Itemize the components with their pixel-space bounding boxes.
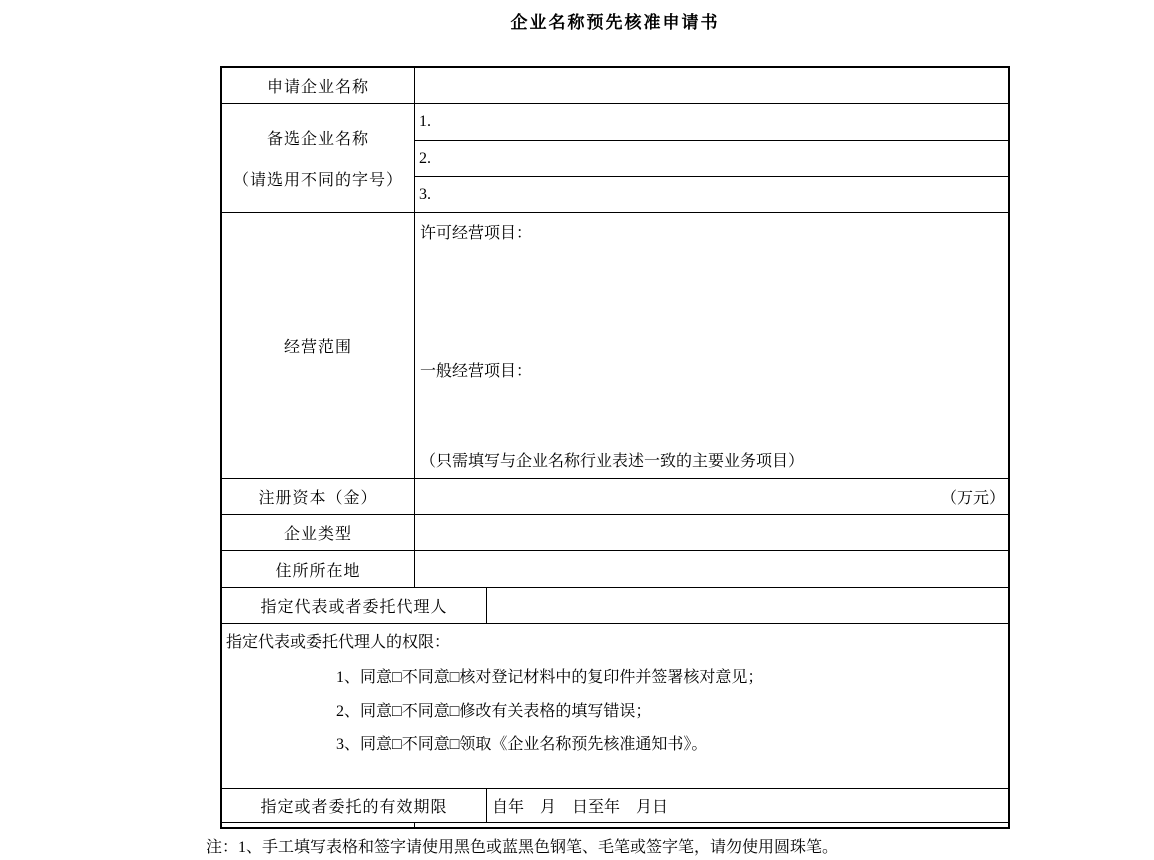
validity-value: 自年 月 日至年 月日 (492, 799, 669, 816)
registered-capital-row (222, 479, 1008, 515)
authority-item-1-agree-label: 同意 (360, 669, 393, 686)
general-items-heading: 一般经营项目： (420, 363, 533, 380)
alt-names-options (415, 104, 1008, 212)
authority-item-1-agree-checkbox[interactable]: □ (392, 669, 402, 686)
business-scope-label: 经营范围 (222, 213, 415, 478)
page-title: 企业名称预先核准申请书 (510, 13, 720, 32)
registered-capital-label: 注册资本（金） (222, 479, 415, 514)
registered-capital-input-cell[interactable] (415, 479, 1008, 514)
residence-input-cell[interactable] (415, 551, 1008, 587)
alt-name-option-3-number: 3. (419, 185, 431, 203)
alt-names-label-line1: 备选企业名称 (266, 131, 369, 148)
authority-item-2 (336, 698, 651, 721)
table-bottom-sliver-row (222, 823, 1008, 827)
footnote: 注：1、手工填写表格和签字请使用黑色或蓝黑色钢笔、毛笔或签字笔，请勿使用圆珠笔。 (206, 839, 839, 856)
authority-item-3-agree-label: 同意 (360, 736, 393, 753)
authority-item-1 (336, 664, 763, 687)
representative-row (222, 588, 1008, 624)
applied-name-label: 申请企业名称 (222, 68, 415, 103)
applied-name-row (222, 68, 1008, 104)
authority-item-1-text: 核对登记材料中的复印件并签署核对意见； (459, 669, 764, 686)
registered-capital-unit: （万元） (940, 490, 1005, 507)
enterprise-type-input-cell[interactable] (415, 515, 1008, 550)
applied-name-input-cell[interactable] (415, 68, 1008, 103)
authority-heading: 指定代表或委托代理人的权限： (226, 634, 451, 651)
alt-name-option-1-number: 1. (419, 113, 431, 130)
alt-name-option-2-cell[interactable] (415, 141, 1008, 177)
validity-label: 指定或者委托的有效期限 (222, 789, 487, 822)
alt-name-option-1-cell[interactable] (415, 104, 1008, 141)
validity-row (222, 789, 1008, 823)
authority-item-2-agree-label: 同意 (360, 703, 393, 720)
authority-item-3-disagree-label: 不同意 (401, 736, 450, 753)
alt-name-option-2-number: 2. (419, 149, 431, 167)
alt-name-option-3-cell[interactable] (415, 177, 1008, 212)
business-scope-input-cell[interactable] (415, 213, 1008, 478)
authority-item-2-text: 修改有关表格的填写错误； (459, 703, 652, 720)
authority-item-1-disagree-label: 不同意 (401, 669, 450, 686)
alt-names-label-line2: （请选用不同的字号） (232, 172, 403, 189)
authority-item-1-number: 1、 (336, 669, 361, 686)
authority-item-2-disagree-checkbox[interactable]: □ (449, 703, 460, 720)
business-scope-row (222, 213, 1008, 479)
authority-item-3-agree-checkbox[interactable]: □ (392, 736, 402, 753)
representative-label: 指定代表或者委托代理人 (222, 588, 487, 623)
enterprise-type-row (222, 515, 1008, 551)
authority-item-2-number: 2、 (336, 703, 361, 720)
authority-item-2-agree-checkbox[interactable]: □ (392, 703, 402, 720)
licensed-items-heading: 许可经营项目： (420, 225, 533, 242)
authority-item-3-disagree-checkbox[interactable]: □ (449, 736, 460, 753)
authority-item-3 (336, 731, 707, 754)
alt-names-row (222, 104, 1008, 213)
validity-input-cell[interactable] (487, 789, 1008, 822)
authority-item-1-disagree-checkbox[interactable]: □ (449, 669, 460, 686)
sliver-column-divider (222, 823, 415, 827)
application-form-table (220, 66, 1010, 829)
authority-cell (222, 624, 1008, 788)
alt-names-label (222, 104, 415, 212)
authority-item-3-number: 3、 (336, 736, 361, 753)
authority-item-2-disagree-label: 不同意 (401, 703, 450, 720)
authority-item-3-text: 领取《企业名称预先核准通知书》。 (459, 736, 708, 753)
residence-row (222, 551, 1008, 588)
business-scope-note: （只需填写与企业名称行业表述一致的主要业务项目） (420, 453, 805, 470)
residence-label: 住所所在地 (222, 551, 415, 587)
enterprise-type-label: 企业类型 (222, 515, 415, 550)
authority-row (222, 624, 1008, 789)
representative-input-cell[interactable] (487, 588, 1008, 623)
